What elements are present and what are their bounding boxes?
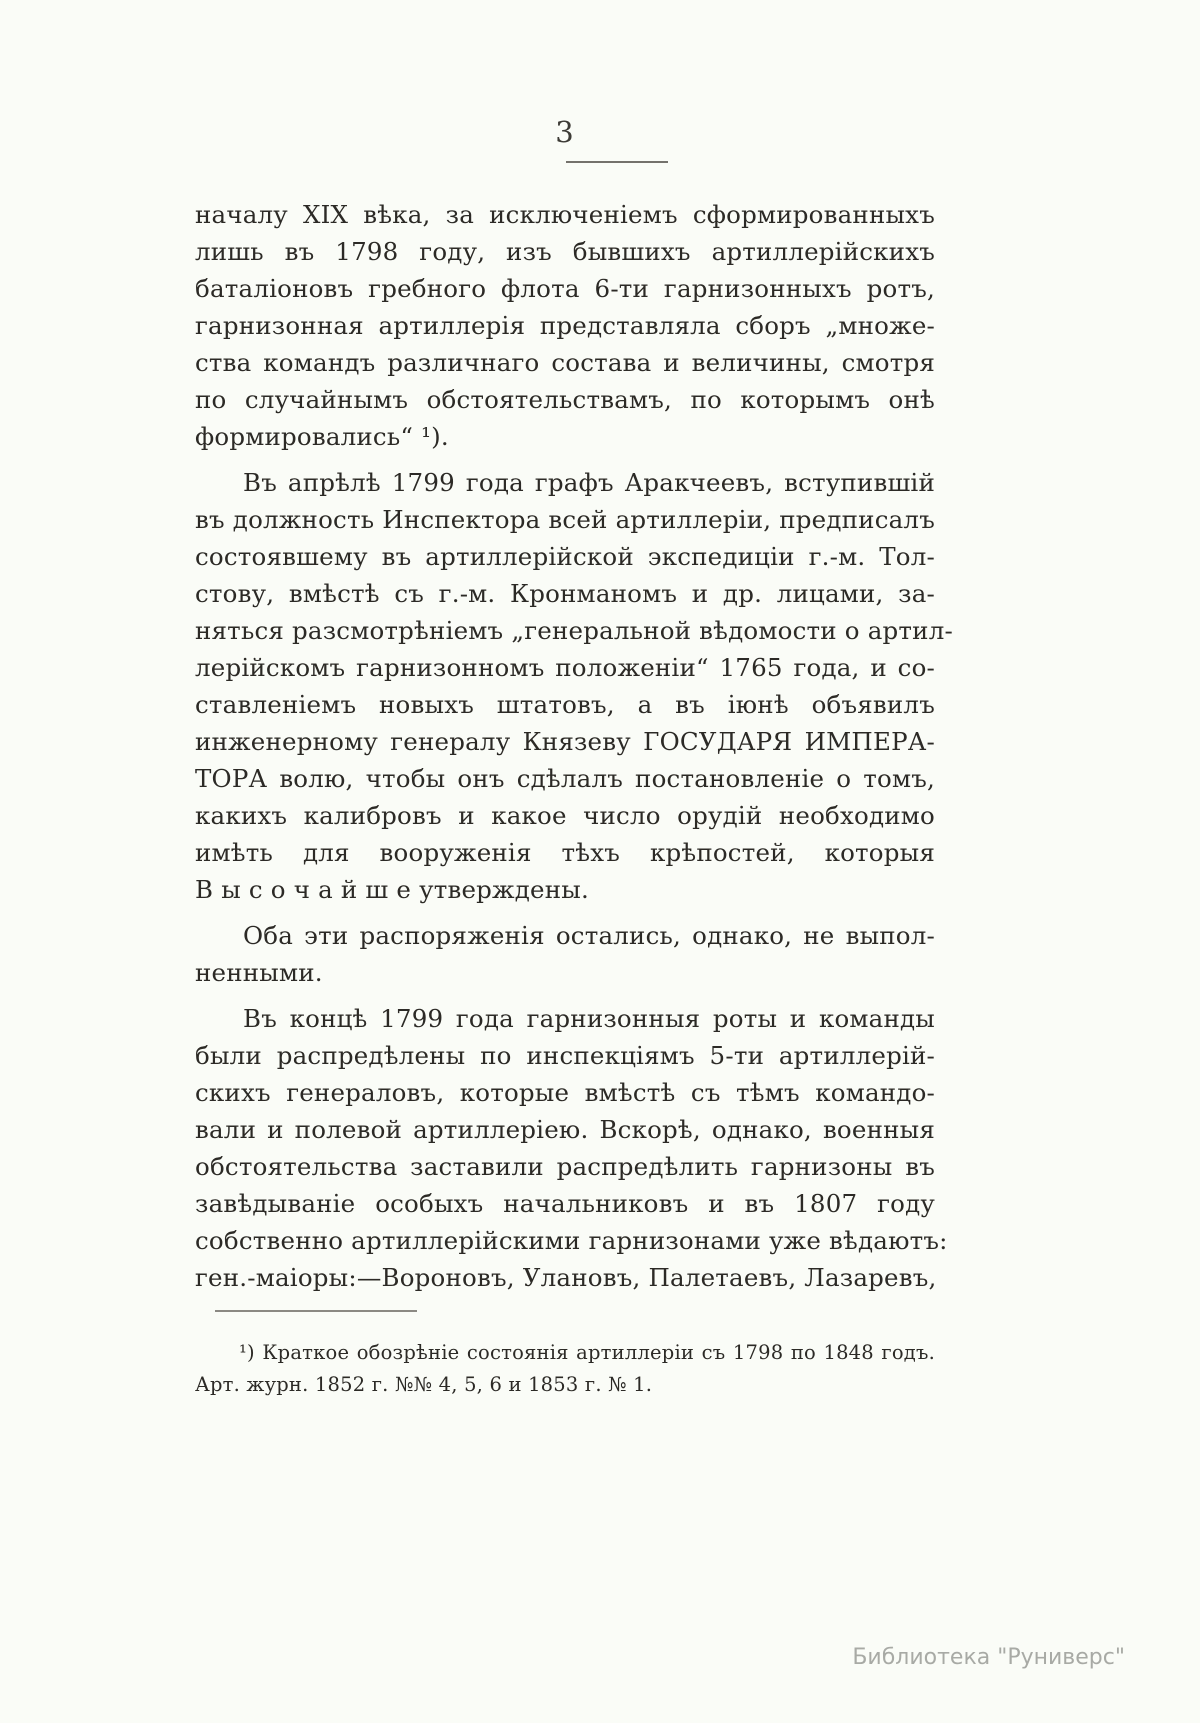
text-line: завѣдываніе особыхъ начальниковъ и въ 1807 году	[195, 1189, 935, 1218]
paragraph	[195, 1000, 948, 1296]
watermark: Библиотека "Руниверс"	[852, 1645, 1125, 1670]
text-line: вали и полевой артиллеріею. Вскорѣ, однако, военныя	[195, 1115, 935, 1144]
footnote	[195, 1337, 935, 1401]
text-line: гарнизонная артиллерія представляла сборъ „множе-	[195, 311, 935, 340]
text-line: по случайнымъ обстоятельствамъ, по которымъ онѣ	[195, 385, 935, 414]
page-text	[195, 196, 953, 1296]
text-line: лерійскомъ гарнизонномъ положеніи“ 1765 года, и со-	[195, 653, 935, 682]
text-line: имѣть для вооруженія тѣхъ крѣпостей, которыя	[195, 838, 935, 867]
text-line: собственно артиллерійскими гарнизонами уже вѣдаютъ:	[195, 1226, 948, 1255]
page-header	[195, 0, 935, 163]
footnote-separator	[215, 1310, 417, 1312]
text-line: баталіоновъ гребного флота 6-ти гарнизонныхъ ротъ,	[195, 274, 935, 303]
text-line: В ы с о ч а й ш е утверждены.	[195, 875, 589, 904]
text-line: ставленіемъ новыхъ штатовъ, а въ іюнѣ объявилъ	[195, 690, 935, 719]
page-number: 3	[555, 115, 575, 149]
text-line: ген.-маіоры:—Вороновъ, Улановъ, Палетаевъ, Лазаревъ,	[195, 1263, 937, 1292]
text-line: Въ апрѣлѣ 1799 года графъ Аракчеевъ, вступившій	[243, 468, 935, 497]
text-line: ненными.	[195, 958, 323, 987]
text-line: были распредѣлены по инспекціямъ 5-ти артиллерій-	[195, 1041, 935, 1070]
text-line: какихъ калибровъ и какое число орудій необходимо	[195, 801, 935, 830]
paragraph	[195, 196, 935, 455]
paragraph	[195, 464, 953, 908]
page-number-rule	[566, 161, 668, 163]
text-line: обстоятельства заставили распредѣлить гарнизоны въ	[195, 1152, 935, 1181]
footnote-line: Арт. журн. 1852 г. №№ 4, 5, 6 и 1853 г. № 1.	[195, 1373, 653, 1396]
paragraph	[195, 917, 935, 991]
text-line: няться разсмотрѣніемъ „генеральной вѣдомости о артил-	[195, 616, 953, 645]
text-line: скихъ генераловъ, которые вмѣстѣ съ тѣмъ командо-	[195, 1078, 935, 1107]
text-line: состоявшему въ артиллерійской экспедиціи г.-м. Тол-	[195, 542, 935, 571]
text-line: Оба эти распоряженія остались, однако, не выпол-	[243, 921, 935, 950]
text-line: ства командъ различнаго состава и величины, смотря	[195, 348, 935, 377]
text-line: стову, вмѣстѣ съ г.-м. Кронманомъ и др. лицами, за-	[195, 579, 935, 608]
text-line: ТОРА волю, чтобы онъ сдѣлалъ постановленіе о томъ,	[195, 764, 935, 793]
text-line: инженерному генералу Князеву ГОСУДАРЯ ИМПЕРА-	[195, 727, 935, 756]
text-line: формировались“ ¹).	[195, 422, 449, 451]
text-line: началу XIX вѣка, за исключеніемъ сформированныхъ	[195, 200, 935, 229]
text-line: въ должность Инспектора всей артиллеріи, предписалъ	[195, 505, 935, 534]
text-line: Въ концѣ 1799 года гарнизонныя роты и команды	[243, 1004, 935, 1033]
footnote-line: ¹) Краткое обозрѣніе состоянія артиллеріи съ 1798 по 1848 годъ.	[239, 1341, 935, 1364]
text-line: лишь въ 1798 году, изъ бывшихъ артиллерійскихъ	[195, 237, 935, 266]
